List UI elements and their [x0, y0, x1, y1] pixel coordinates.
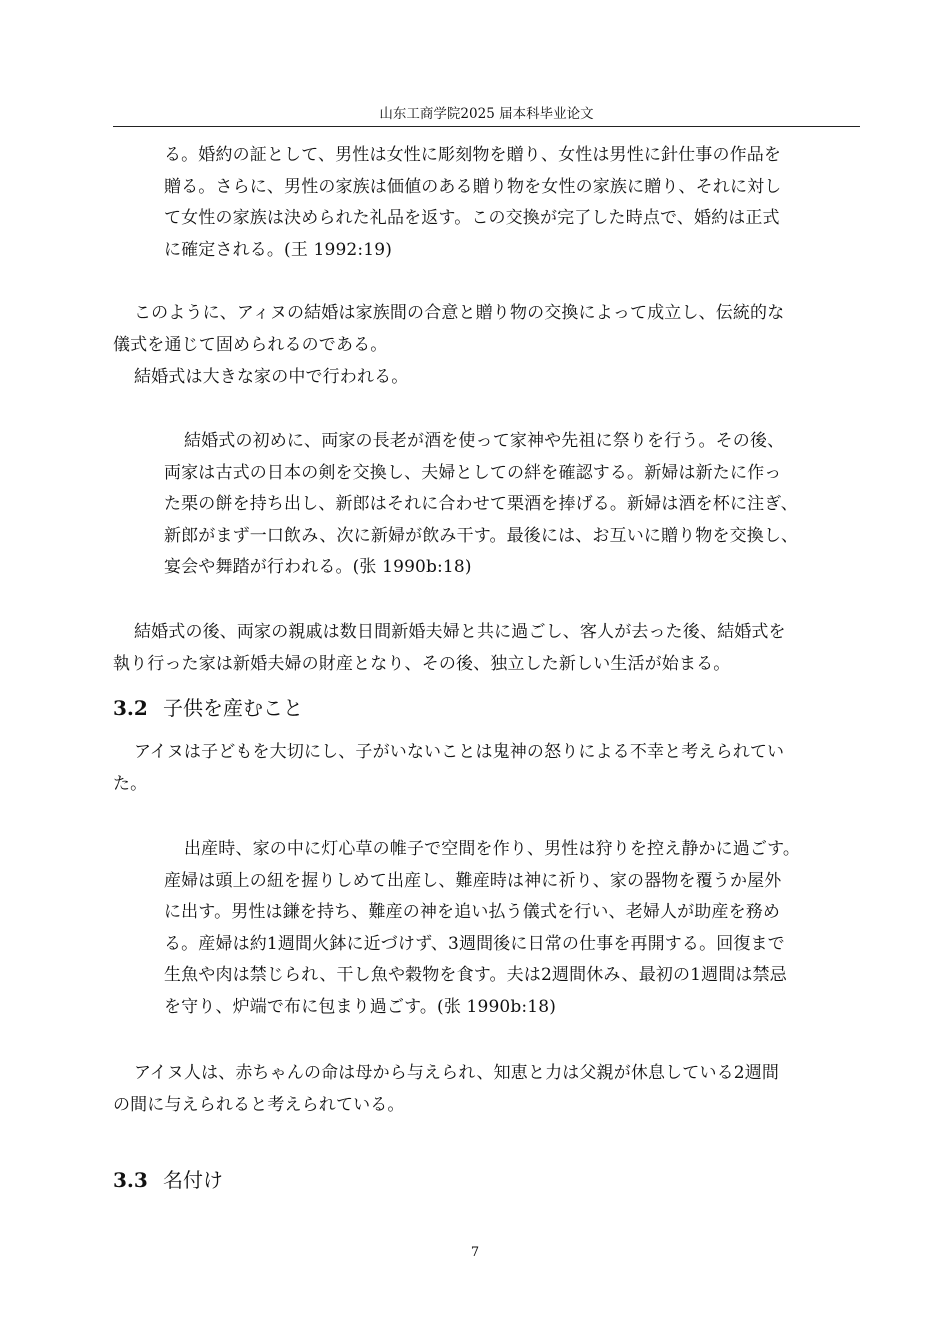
- paragraph-line: 執り行った家は新婚夫婦の財産となり、その後、独立した新しい生活が始まる。: [113, 653, 731, 674]
- paragraph-marriage-summary: [113, 298, 863, 361]
- block-quote-childbirth: [164, 834, 864, 1023]
- paragraph-line: アイヌ人は、赤ちゃんの命は母から与えられ、知恵と力は父親が休息している2週間: [134, 1063, 780, 1083]
- section-number: 3.3: [113, 1168, 148, 1192]
- header-rule: [113, 126, 860, 127]
- section-number: 3.2: [113, 696, 148, 720]
- block-quote-wedding: [164, 426, 864, 584]
- quote-line: る。婚約の証として、男性は女性に彫刻物を贈り、女性は男性に針仕事の作品を: [164, 145, 782, 165]
- quote-line: に確定される。(王 1992:19): [164, 239, 392, 260]
- page-number: 7: [470, 1245, 480, 1260]
- section-title: 名付け: [163, 1168, 223, 1192]
- quote-line: 産婦は頭上の紐を握りしめて出産し、難産時は神に祈り、家の器物を覆うか屋外: [164, 870, 782, 891]
- quote-line: に出す。男性は鎌を持ち、難産の神を追い払う儀式を行い、老婦人が助産を務め: [164, 902, 781, 922]
- quote-line: 生魚や肉は禁じられ、干し魚や穀物を食す。夫は2週間休み、最初の1週間は禁忌: [164, 965, 787, 985]
- paragraph-infant-belief: [113, 1058, 863, 1121]
- paragraph-children: [113, 737, 863, 800]
- paragraph-line: このように、アィヌの結婚は家族間の合意と贈り物の交換によって成立し、伝統的な: [134, 303, 785, 323]
- paragraph-after-wedding: [113, 617, 863, 680]
- quote-line: 両家は古式の日本の剣を交換し、夫婦としての絆を確認する。新婦は新たに作っ: [164, 462, 782, 483]
- running-header: 山东工商学院2025 届本科毕业论文: [379, 106, 594, 122]
- quote-line: た栗の餅を持ち出し、新郎はそれに合わせて栗酒を捧げる。新婦は酒を杯に注ぎ、: [164, 494, 798, 514]
- quote-line: 出産時、家の中に灯心草の帷子で空間を作り、男性は狩りを控え静かに過ごす。: [184, 839, 801, 859]
- paragraph-line: 儀式を通じて固められるのである。: [113, 334, 388, 355]
- paragraph-line: た。: [113, 773, 148, 794]
- section-heading-3-2: [113, 694, 303, 722]
- block-quote-engagement: [164, 140, 864, 266]
- section-heading-3-3: [113, 1166, 223, 1194]
- quote-line: を守り、炉端で布に包まり過ごす。(张 1990b:18): [164, 996, 557, 1017]
- paragraph-wedding-place: [113, 362, 863, 394]
- quote-line: 贈る。さらに、男性の家族は価値のある贈り物を女性の家族に贈り、それに対し: [164, 176, 782, 197]
- paragraph-line: アイヌは子どもを大切にし、子がいないことは鬼神の怒りによる不幸と考えられてい: [134, 742, 785, 762]
- section-title: 子供を産むこと: [163, 696, 303, 720]
- quote-line: 結婚式の初めに、両家の長老が酒を使って家神や先祖に祭りを行う。その後、: [184, 431, 785, 451]
- quote-line: て女性の家族は決められた礼品を返す。この交換が完了した時点で、婚約は正式: [164, 208, 780, 228]
- quote-line: る。産婦は約1週間火鉢に近づけず、3週間後に日常の仕事を再開する。回復まで: [164, 933, 785, 954]
- paragraph-line: 結婚式の後、両家の親戚は数日間新婚夫婦と共に過ごし、客人が去った後、結婚式を: [134, 622, 786, 642]
- quote-line: 宴会や舞踏が行われる。(张 1990b:18): [164, 557, 472, 577]
- paragraph-line: 結婚式は大きな家の中で行われる。: [134, 367, 409, 387]
- quote-line: 新郎がまず一口飲み、次に新婦が飲み干す。最後には、お互いに贈り物を交換し、: [164, 525, 799, 546]
- paragraph-line: の間に与えられると考えられている。: [113, 1094, 405, 1115]
